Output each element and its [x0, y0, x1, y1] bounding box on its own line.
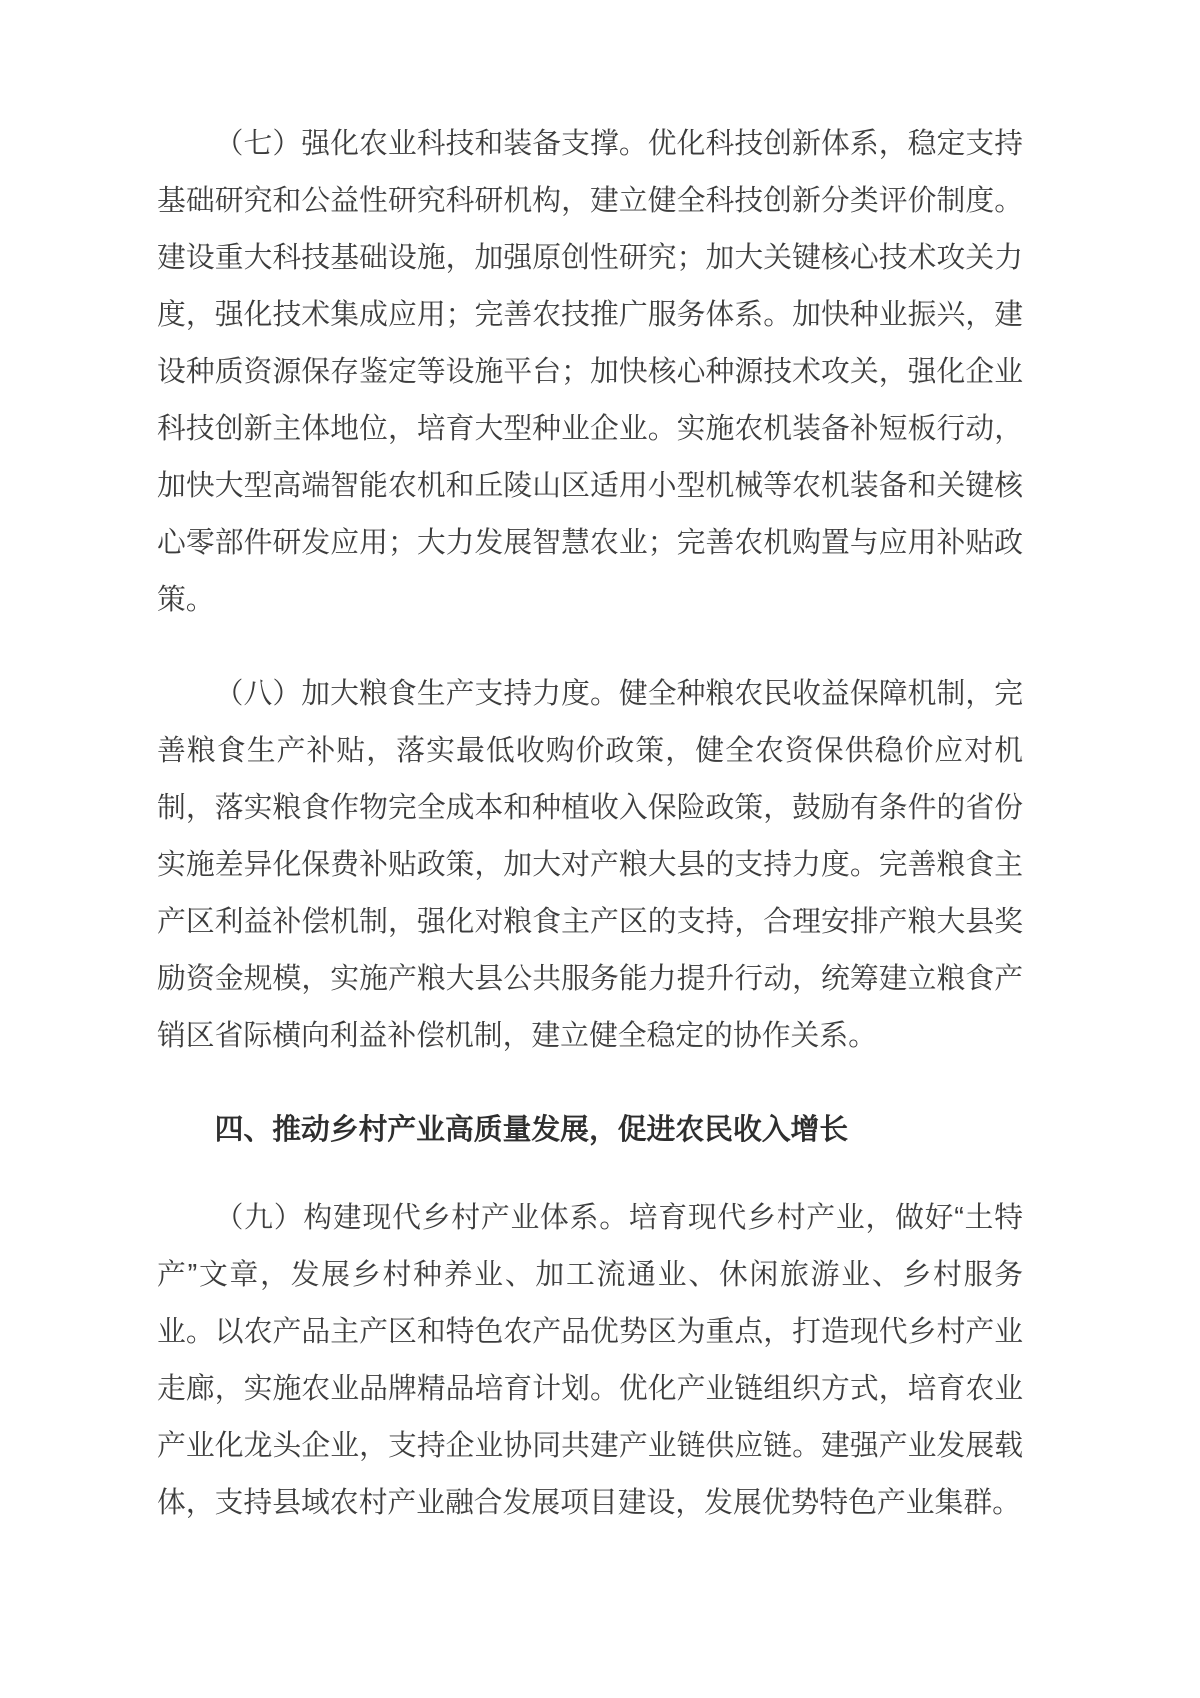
- section-heading-4: 四、推动乡村产业高质量发展，促进农民收入增长: [214, 1114, 849, 1146]
- paragraph-item-9: （九）构建现代乡村产业体系。培育现代乡村产业，做好“土特产”文章，发展乡村种养业、加工流通业、休闲旅游业、乡村服务业。以农产品主产区和特色农产品优势区为重点，打造现代乡村产业走廊，实施农业品牌精品培育计划。优化产业链组织方式，培育农业产业化龙头企业，支持企业协同共建产业链供应链。建强产业发展载体，支持县域农村产业融合发展项目建设，发展优势特色产业集群。: [157, 1202, 1023, 1519]
- paragraph-item-7: （七）强化农业科技和装备支撑。优化科技创新体系，稳定支持基础研究和公益性研究科研机构，建立健全科技创新分类评价制度。建设重大科技基础设施，加强原创性研究；加大关键核心技术攻关力度，强化技术集成应用；完善农技推广服务体系。加快种业振兴，建设种质资源保存鉴定等设施平台；加快核心种源技术攻关，强化企业科技创新主体地位，培育大型种业企业。实施农机装备补短板行动，加快大型高端智能农机和丘陵山区适用小型机械等农机装备和关键核心零部件研发应用；大力发展智慧农业；完善农机购置与应用补贴政策。: [157, 128, 1023, 616]
- paragraph-item-8: （八）加大粮食生产支持力度。健全种粮农民收益保障机制，完善粮食生产补贴，落实最低收购价政策，健全农资保供稳价应对机制，落实粮食作物完全成本和种植收入保险政策，鼓励有条件的省份实施差异化保费补贴政策，加大对产粮大县的支持力度。完善粮食主产区利益补偿机制，强化对粮食主产区的支持，合理安排产粮大县奖励资金规模，实施产粮大县公共服务能力提升行动，统筹建立粮食产销区省际横向利益补偿机制，建立健全稳定的协作关系。: [157, 678, 1023, 1052]
